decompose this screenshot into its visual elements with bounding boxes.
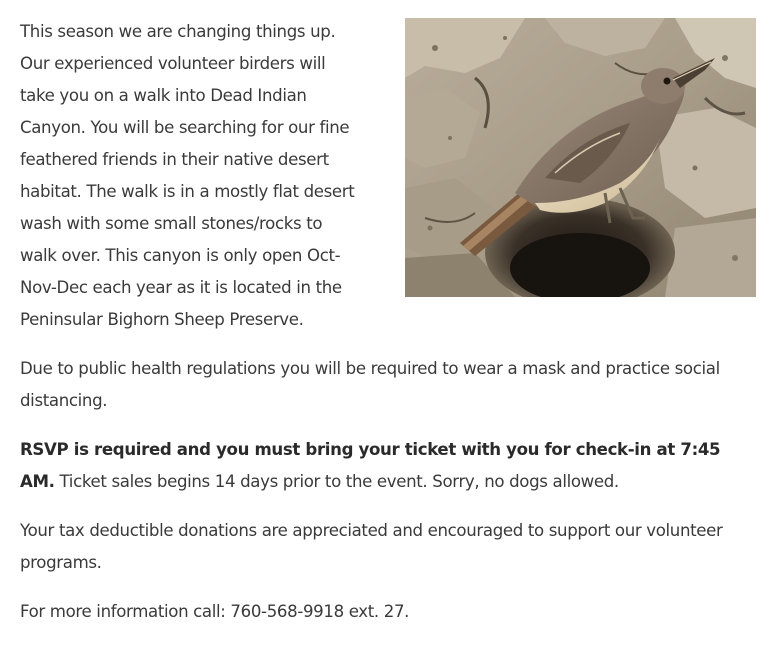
intro-line: Peninsular Bighorn Sheep Preserve.	[20, 310, 304, 329]
health-line: distancing.	[20, 391, 108, 410]
donations-line: programs.	[20, 553, 102, 572]
contact-text: For more information call: 760-568-9918 ext. 27.	[20, 602, 410, 621]
intro-paragraph	[20, 16, 370, 336]
rsvp-bold-text-end: AM.	[20, 472, 55, 491]
intro-line: take you on a walk into Dead Indian	[20, 86, 307, 105]
ticket-sales-text: Ticket sales begins 14 days prior to the event. Sorry, no dogs allowed.	[54, 472, 619, 491]
article-content	[20, 16, 756, 628]
intro-line: Canyon. You will be searching for our fine	[20, 118, 350, 137]
wren-on-rock-image	[405, 18, 756, 297]
rsvp-bold-text: RSVP is required and you must bring your ticket with you for check-in at 7:45	[20, 440, 721, 459]
intro-line: feathered friends in their native desert	[20, 150, 329, 169]
donations-paragraph	[20, 515, 756, 579]
intro-line: habitat. The walk is in a mostly flat desert	[20, 182, 355, 201]
rsvp-paragraph	[20, 434, 756, 498]
intro-line: wash with some small stones/rocks to	[20, 214, 323, 233]
intro-line: Our experienced volunteer birders will	[20, 54, 326, 73]
intro-line: Nov-Dec each year as it is located in the	[20, 278, 342, 297]
health-regulations-paragraph	[20, 353, 756, 417]
intro-line: walk over. This canyon is only open Oct-	[20, 246, 341, 265]
bird-photo	[405, 18, 756, 297]
donations-line: Your tax deductible donations are appreciated and encouraged to support our volunteer	[20, 521, 723, 540]
contact-paragraph	[20, 596, 756, 628]
health-line: Due to public health regulations you will be required to wear a mask and practice social	[20, 359, 720, 378]
intro-line: This season we are changing things up.	[20, 22, 336, 41]
